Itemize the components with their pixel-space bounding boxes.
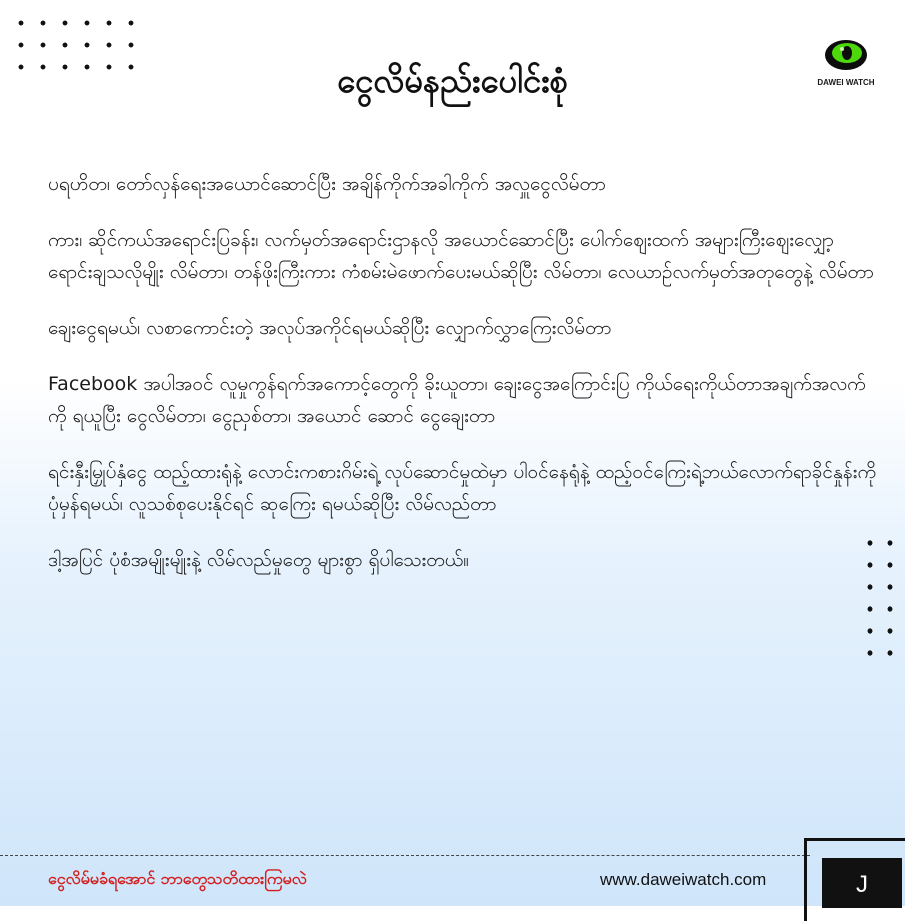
paragraph-loan-job-scam: ချေးငွေရမယ်၊ လစာကောင်းတဲ့ အလုပ်အကိုင်ရမယ်ဆိုပြီး လျှောက်လွှာကြေးလိမ်တာ bbox=[48, 317, 612, 339]
paragraph-other-scams: ဒါ့အပြင် ပုံစံအမျိုးမျိုးနဲ့ လိမ်လည်မှုတွေ များစွာ ရှိပါသေးတယ်။ bbox=[48, 549, 469, 571]
paragraph-fake-showroom-scam: ကား၊ ဆိုင်ကယ်အရောင်းပြခန်း၊ လက်မှတ်အရောင်းဌာနလို အယောင်ဆောင်ပြီး ပေါက်စျေးထက် အများကြီးစျေးလျှော့ရောင်းချသလိုမျိုး လိမ်တာ၊ တန်ဖိုးကြီးကား ကံစမ်းမဲဖောက်ပေးမယ်ဆိုပြီး လိမ်တာ၊ လေယာဉ်လက်မှတ်အတုတွေနဲ့ လိမ်တာ bbox=[48, 229, 874, 283]
footer-tagline: ငွေလိမ်မခံရအောင် ဘာတွေသတိထားကြမလဲ bbox=[48, 869, 307, 888]
paragraph-account-hacking-scam: Facebook အပါအဝင် လူမှုကွန်ရက်အကောင့်တွေကို ခိုးယူတာ၊ ချေးငွေအကြောင်းပြ ကိုယ်ရေးကိုယ်တာအချက်အလက်ကို ရယူပြီး ငွေလိမ်တာ၊ ငွေညှစ်တာ၊ အယောင် ဆောင် ငွေချေးတာ bbox=[48, 373, 866, 427]
scam-list bbox=[48, 168, 878, 600]
footer-website-link[interactable]: www.daweiwatch.com bbox=[600, 870, 767, 889]
eye-icon bbox=[823, 38, 869, 72]
paragraph-investment-scam: ရင်းနှီးမြှုပ်နှံငွေ ထည့်ထားရုံနဲ့ လောင်းကစားဂိမ်းရဲ့ လုပ်ဆောင်မှုထဲမှာ ပါဝင်နေရုံနဲ့ ထည့်ဝင်ကြေးရဲ့ဘယ်လောက်ရာခိုင်နှုန်းကို ပုံမှန်ရမယ်၊ လူသစ်စုပေးနိုင်ရင် ဆုကြေး ရမယ်ဆိုပြီး လိမ်လည်တာ bbox=[48, 461, 877, 515]
paragraph-charity-scam: ပရဟိတ၊ တော်လှန်ရေးအယောင်ဆောင်ပြီး အချိန်ကိုက်အခါကိုက် အလှူငွေလိမ်တာ bbox=[48, 173, 606, 195]
page-title: ငွေလိမ်နည်းပေါင်းစုံ bbox=[336, 61, 569, 100]
dawei-watch-logo bbox=[815, 38, 877, 87]
footer-divider bbox=[0, 855, 810, 856]
page-letter-badge: J bbox=[822, 858, 902, 908]
logo-label: DAWEI WATCH bbox=[817, 78, 875, 87]
